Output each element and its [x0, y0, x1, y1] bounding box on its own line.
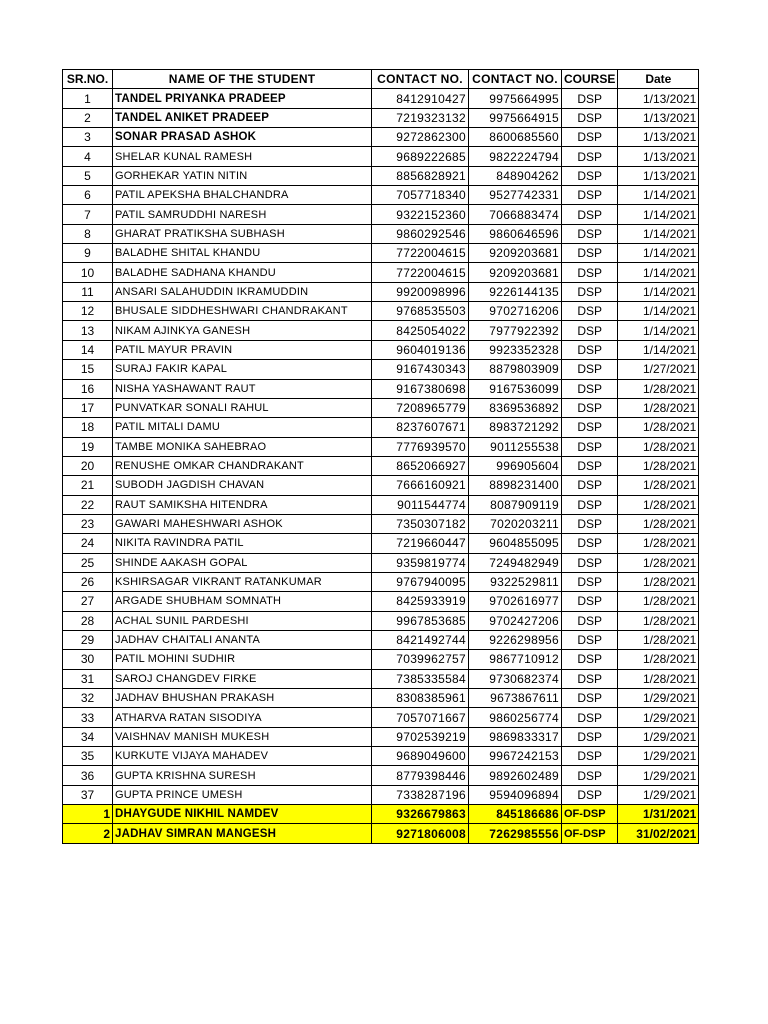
- table-row: [63, 166, 699, 185]
- course-cell: DSP: [562, 630, 618, 649]
- date-cell: 1/28/2021: [618, 669, 699, 688]
- contact-2-cell: 9860646596: [469, 224, 562, 243]
- contact-2-cell: 9730682374: [469, 669, 562, 688]
- contact-1-cell: 8412910427: [372, 89, 469, 108]
- contact-2-cell: 9860256774: [469, 708, 562, 727]
- table-row: [63, 379, 699, 398]
- sr-cell: 37: [63, 785, 113, 804]
- date-cell: 1/14/2021: [618, 321, 699, 340]
- contact-2-cell: 996905604: [469, 456, 562, 475]
- student-name-cell: SURAJ FAKIR KAPAL: [113, 360, 372, 379]
- student-name-cell: RAUT SAMIKSHA HITENDRA: [113, 495, 372, 514]
- table-row: [63, 592, 699, 611]
- course-cell: DSP: [562, 244, 618, 263]
- sr-cell: 14: [63, 340, 113, 359]
- course-cell: DSP: [562, 340, 618, 359]
- header-course: COURSE: [562, 70, 618, 89]
- table-row: [63, 224, 699, 243]
- course-cell: DSP: [562, 495, 618, 514]
- table-row: [63, 534, 699, 553]
- contact-2-cell: 8898231400: [469, 476, 562, 495]
- course-cell: DSP: [562, 321, 618, 340]
- sr-cell: 8: [63, 224, 113, 243]
- student-name-cell: JADHAV CHAITALI ANANTA: [113, 630, 372, 649]
- table-row: [63, 244, 699, 263]
- contact-2-cell: 9822224794: [469, 147, 562, 166]
- header-student-name: NAME OF THE STUDENT: [113, 70, 372, 89]
- contact-2-cell: 7249482949: [469, 553, 562, 572]
- table-row: [63, 321, 699, 340]
- student-name-cell: KSHIRSAGAR VIKRANT RATANKUMAR: [113, 572, 372, 591]
- sr-cell: 31: [63, 669, 113, 688]
- student-name-cell: GAWARI MAHESHWARI ASHOK: [113, 514, 372, 533]
- course-cell: DSP: [562, 476, 618, 495]
- sr-cell: 23: [63, 514, 113, 533]
- course-cell: DSP: [562, 553, 618, 572]
- contact-2-cell: 9702616977: [469, 592, 562, 611]
- course-cell: DSP: [562, 128, 618, 147]
- student-name-cell: ATHARVA RATAN SISODIYA: [113, 708, 372, 727]
- table-row: [63, 611, 699, 630]
- contact-1-cell: 8308385961: [372, 689, 469, 708]
- sr-cell: 22: [63, 495, 113, 514]
- student-name-cell: GUPTA KRISHNA SURESH: [113, 766, 372, 785]
- student-name-cell: PATIL MITALI DAMU: [113, 418, 372, 437]
- contact-1-cell: 7338287196: [372, 785, 469, 804]
- table-row: [63, 263, 699, 282]
- table-row: [63, 824, 699, 843]
- sr-cell: 9: [63, 244, 113, 263]
- sr-cell: 21: [63, 476, 113, 495]
- date-cell: 1/28/2021: [618, 418, 699, 437]
- date-cell: 1/27/2021: [618, 360, 699, 379]
- course-cell: DSP: [562, 747, 618, 766]
- student-name-cell: ARGADE SHUBHAM SOMNATH: [113, 592, 372, 611]
- sr-cell: 25: [63, 553, 113, 572]
- date-cell: 1/13/2021: [618, 128, 699, 147]
- student-name-cell: DHAYGUDE NIKHIL NAMDEV: [113, 805, 372, 824]
- contact-1-cell: 9359819774: [372, 553, 469, 572]
- student-name-cell: JADHAV BHUSHAN PRAKASH: [113, 689, 372, 708]
- contact-1-cell: 8425933919: [372, 592, 469, 611]
- contact-1-cell: 8425054022: [372, 321, 469, 340]
- date-cell: 1/13/2021: [618, 108, 699, 127]
- student-name-cell: GUPTA PRINCE UMESH: [113, 785, 372, 804]
- sr-cell: 35: [63, 747, 113, 766]
- table-row: [63, 630, 699, 649]
- date-cell: 1/29/2021: [618, 689, 699, 708]
- table-row: [63, 398, 699, 417]
- sr-cell: 17: [63, 398, 113, 417]
- sr-cell: 36: [63, 766, 113, 785]
- course-cell: DSP: [562, 437, 618, 456]
- contact-1-cell: 7057071667: [372, 708, 469, 727]
- student-name-cell: SONAR PRASAD ASHOK: [113, 128, 372, 147]
- course-cell: DSP: [562, 302, 618, 321]
- student-name-cell: BALADHE SHITAL KHANDU: [113, 244, 372, 263]
- table-body: [63, 89, 699, 843]
- student-name-cell: SHINDE AAKASH GOPAL: [113, 553, 372, 572]
- table-row: [63, 418, 699, 437]
- contact-2-cell: 9867710912: [469, 650, 562, 669]
- sr-cell: 6: [63, 186, 113, 205]
- student-name-cell: ANSARI SALAHUDDIN IKRAMUDDIN: [113, 282, 372, 301]
- table-row: [63, 708, 699, 727]
- table-row: [63, 514, 699, 533]
- student-name-cell: PATIL MOHINI SUDHIR: [113, 650, 372, 669]
- contact-2-cell: 9594096894: [469, 785, 562, 804]
- course-cell: DSP: [562, 205, 618, 224]
- sr-cell: 29: [63, 630, 113, 649]
- course-cell: DSP: [562, 689, 618, 708]
- student-name-cell: RENUSHE OMKAR CHANDRAKANT: [113, 456, 372, 475]
- student-name-cell: PATIL APEKSHA BHALCHANDRA: [113, 186, 372, 205]
- contact-2-cell: 9975664915: [469, 108, 562, 127]
- table-row: [63, 495, 699, 514]
- course-cell: DSP: [562, 282, 618, 301]
- course-cell: DSP: [562, 708, 618, 727]
- contact-1-cell: 9011544774: [372, 495, 469, 514]
- sr-cell: 7: [63, 205, 113, 224]
- student-name-cell: PATIL MAYUR PRAVIN: [113, 340, 372, 359]
- table-row: [63, 108, 699, 127]
- contact-1-cell: 9768535503: [372, 302, 469, 321]
- sr-cell: 34: [63, 727, 113, 746]
- table-row: [63, 727, 699, 746]
- date-cell: 1/28/2021: [618, 476, 699, 495]
- table-row: [63, 669, 699, 688]
- contact-2-cell: 9226144135: [469, 282, 562, 301]
- contact-1-cell: 7039962757: [372, 650, 469, 669]
- date-cell: 1/13/2021: [618, 89, 699, 108]
- contact-1-cell: 9604019136: [372, 340, 469, 359]
- student-name-cell: KURKUTE VIJAYA MAHADEV: [113, 747, 372, 766]
- table-row: [63, 572, 699, 591]
- contact-1-cell: 7219660447: [372, 534, 469, 553]
- course-cell: DSP: [562, 766, 618, 785]
- date-cell: 1/14/2021: [618, 340, 699, 359]
- contact-2-cell: 9527742331: [469, 186, 562, 205]
- contact-1-cell: 9767940095: [372, 572, 469, 591]
- contact-2-cell: 9011255538: [469, 437, 562, 456]
- sr-cell: 18: [63, 418, 113, 437]
- contact-1-cell: 8856828921: [372, 166, 469, 185]
- student-name-cell: SHELAR KUNAL RAMESH: [113, 147, 372, 166]
- sr-cell: 1: [63, 89, 113, 108]
- contact-1-cell: 7666160921: [372, 476, 469, 495]
- student-name-cell: PUNVATKAR SONALI RAHUL: [113, 398, 372, 417]
- header-contact-2: CONTACT NO.: [469, 70, 562, 89]
- date-cell: 1/28/2021: [618, 398, 699, 417]
- contact-1-cell: 8779398446: [372, 766, 469, 785]
- date-cell: 1/28/2021: [618, 611, 699, 630]
- contact-1-cell: 7350307182: [372, 514, 469, 533]
- student-table: [62, 69, 699, 844]
- student-name-cell: BALADHE SADHANA KHANDU: [113, 263, 372, 282]
- contact-1-cell: 7776939570: [372, 437, 469, 456]
- contact-2-cell: 9322529811: [469, 572, 562, 591]
- contact-1-cell: 9272862300: [372, 128, 469, 147]
- date-cell: 1/31/2021: [618, 805, 699, 824]
- course-cell: DSP: [562, 186, 618, 205]
- contact-2-cell: 9209203681: [469, 244, 562, 263]
- course-cell: DSP: [562, 360, 618, 379]
- contact-2-cell: 8879803909: [469, 360, 562, 379]
- student-name-cell: BHUSALE SIDDHESHWARI CHANDRAKANT: [113, 302, 372, 321]
- course-cell: DSP: [562, 398, 618, 417]
- contact-1-cell: 9860292546: [372, 224, 469, 243]
- contact-2-cell: 848904262: [469, 166, 562, 185]
- header-sr-no: SR.NO.: [63, 70, 113, 89]
- table-row: [63, 360, 699, 379]
- date-cell: 1/29/2021: [618, 708, 699, 727]
- sr-cell: 5: [63, 166, 113, 185]
- table-row: [63, 282, 699, 301]
- course-cell: DSP: [562, 456, 618, 475]
- contact-2-cell: 7977922392: [469, 321, 562, 340]
- course-cell: OF-DSP: [562, 805, 618, 824]
- contact-2-cell: 9209203681: [469, 263, 562, 282]
- contact-1-cell: 9326679863: [372, 805, 469, 824]
- sr-cell: 2: [63, 824, 113, 843]
- contact-2-cell: 7066883474: [469, 205, 562, 224]
- date-cell: 1/28/2021: [618, 379, 699, 398]
- contact-2-cell: 9975664995: [469, 89, 562, 108]
- student-name-cell: PATIL SAMRUDDHI NARESH: [113, 205, 372, 224]
- table-row: [63, 437, 699, 456]
- course-cell: DSP: [562, 166, 618, 185]
- date-cell: 1/29/2021: [618, 747, 699, 766]
- contact-1-cell: 9322152360: [372, 205, 469, 224]
- contact-1-cell: 7057718340: [372, 186, 469, 205]
- contact-1-cell: 7219323132: [372, 108, 469, 127]
- contact-2-cell: 8600685560: [469, 128, 562, 147]
- course-cell: DSP: [562, 89, 618, 108]
- contact-1-cell: 9689049600: [372, 747, 469, 766]
- sr-cell: 12: [63, 302, 113, 321]
- table-row: [63, 553, 699, 572]
- date-cell: 1/28/2021: [618, 650, 699, 669]
- contact-1-cell: 8237607671: [372, 418, 469, 437]
- contact-2-cell: 845186686: [469, 805, 562, 824]
- contact-1-cell: 7385335584: [372, 669, 469, 688]
- contact-2-cell: 9604855095: [469, 534, 562, 553]
- table-row: [63, 747, 699, 766]
- date-cell: 1/29/2021: [618, 766, 699, 785]
- table-row: [63, 766, 699, 785]
- date-cell: 1/14/2021: [618, 282, 699, 301]
- date-cell: 31/02/2021: [618, 824, 699, 843]
- table-row: [63, 476, 699, 495]
- contact-2-cell: 9923352328: [469, 340, 562, 359]
- course-cell: DSP: [562, 108, 618, 127]
- student-name-cell: NIKITA RAVINDRA PATIL: [113, 534, 372, 553]
- contact-1-cell: 9689222685: [372, 147, 469, 166]
- date-cell: 1/14/2021: [618, 244, 699, 263]
- table-row: [63, 456, 699, 475]
- contact-1-cell: 9702539219: [372, 727, 469, 746]
- contact-2-cell: 9167536099: [469, 379, 562, 398]
- table-row: [63, 650, 699, 669]
- student-name-cell: VAISHNAV MANISH MUKESH: [113, 727, 372, 746]
- contact-1-cell: 7722004615: [372, 263, 469, 282]
- header-row: [63, 70, 699, 89]
- contact-1-cell: 9271806008: [372, 824, 469, 843]
- header-date: Date: [618, 70, 699, 89]
- student-name-cell: SAROJ CHANGDEV FIRKE: [113, 669, 372, 688]
- contact-2-cell: 9702716206: [469, 302, 562, 321]
- contact-2-cell: 9892602489: [469, 766, 562, 785]
- date-cell: 1/14/2021: [618, 224, 699, 243]
- sr-cell: 26: [63, 572, 113, 591]
- date-cell: 1/13/2021: [618, 166, 699, 185]
- date-cell: 1/28/2021: [618, 553, 699, 572]
- course-cell: DSP: [562, 418, 618, 437]
- date-cell: 1/14/2021: [618, 263, 699, 282]
- sr-cell: 10: [63, 263, 113, 282]
- sr-cell: 13: [63, 321, 113, 340]
- date-cell: 1/28/2021: [618, 514, 699, 533]
- sr-cell: 15: [63, 360, 113, 379]
- contact-1-cell: 9167430343: [372, 360, 469, 379]
- contact-2-cell: 7020203211: [469, 514, 562, 533]
- date-cell: 1/13/2021: [618, 147, 699, 166]
- course-cell: DSP: [562, 727, 618, 746]
- sr-cell: 28: [63, 611, 113, 630]
- course-cell: DSP: [562, 611, 618, 630]
- contact-2-cell: 8369536892: [469, 398, 562, 417]
- sr-cell: 24: [63, 534, 113, 553]
- header-contact-1: CONTACT NO.: [372, 70, 469, 89]
- sr-cell: 32: [63, 689, 113, 708]
- course-cell: DSP: [562, 669, 618, 688]
- course-cell: DSP: [562, 534, 618, 553]
- contact-1-cell: 9920098996: [372, 282, 469, 301]
- course-cell: DSP: [562, 572, 618, 591]
- date-cell: 1/28/2021: [618, 495, 699, 514]
- course-cell: DSP: [562, 592, 618, 611]
- table-row: [63, 689, 699, 708]
- contact-1-cell: 9967853685: [372, 611, 469, 630]
- sr-cell: 30: [63, 650, 113, 669]
- sr-cell: 1: [63, 805, 113, 824]
- student-name-cell: JADHAV SIMRAN MANGESH: [113, 824, 372, 843]
- sr-cell: 2: [63, 108, 113, 127]
- table-row: [63, 785, 699, 804]
- sr-cell: 19: [63, 437, 113, 456]
- contact-1-cell: 8652066927: [372, 456, 469, 475]
- contact-2-cell: 8087909119: [469, 495, 562, 514]
- table-row: [63, 147, 699, 166]
- course-cell: DSP: [562, 263, 618, 282]
- student-name-cell: SUBODH JAGDISH CHAVAN: [113, 476, 372, 495]
- course-cell: DSP: [562, 147, 618, 166]
- student-name-cell: ACHAL SUNIL PARDESHI: [113, 611, 372, 630]
- date-cell: 1/28/2021: [618, 572, 699, 591]
- date-cell: 1/28/2021: [618, 534, 699, 553]
- sr-cell: 16: [63, 379, 113, 398]
- date-cell: 1/28/2021: [618, 592, 699, 611]
- student-name-cell: TAMBE MONIKA SAHEBRAO: [113, 437, 372, 456]
- course-cell: OF-DSP: [562, 824, 618, 843]
- contact-1-cell: 9167380698: [372, 379, 469, 398]
- course-cell: DSP: [562, 379, 618, 398]
- table-row: [63, 128, 699, 147]
- contact-1-cell: 8421492744: [372, 630, 469, 649]
- student-name-cell: TANDEL PRIYANKA PRADEEP: [113, 89, 372, 108]
- date-cell: 1/28/2021: [618, 456, 699, 475]
- contact-1-cell: 7722004615: [372, 244, 469, 263]
- table-row: [63, 302, 699, 321]
- student-name-cell: GHARAT PRATIKSHA SUBHASH: [113, 224, 372, 243]
- course-cell: DSP: [562, 514, 618, 533]
- table-row: [63, 186, 699, 205]
- date-cell: 1/28/2021: [618, 630, 699, 649]
- sr-cell: 27: [63, 592, 113, 611]
- date-cell: 1/14/2021: [618, 302, 699, 321]
- student-name-cell: TANDEL ANIKET PRADEEP: [113, 108, 372, 127]
- contact-2-cell: 9967242153: [469, 747, 562, 766]
- student-name-cell: GORHEKAR YATIN NITIN: [113, 166, 372, 185]
- student-name-cell: NIKAM AJINKYA GANESH: [113, 321, 372, 340]
- date-cell: 1/29/2021: [618, 727, 699, 746]
- date-cell: 1/28/2021: [618, 437, 699, 456]
- contact-2-cell: 9702427206: [469, 611, 562, 630]
- date-cell: 1/14/2021: [618, 186, 699, 205]
- course-cell: DSP: [562, 650, 618, 669]
- sr-cell: 33: [63, 708, 113, 727]
- contact-2-cell: 8983721292: [469, 418, 562, 437]
- contact-2-cell: 9226298956: [469, 630, 562, 649]
- student-name-cell: NISHA YASHAWANT RAUT: [113, 379, 372, 398]
- date-cell: 1/29/2021: [618, 785, 699, 804]
- contact-2-cell: 9869833317: [469, 727, 562, 746]
- date-cell: 1/14/2021: [618, 205, 699, 224]
- table-row: [63, 805, 699, 824]
- sr-cell: 4: [63, 147, 113, 166]
- course-cell: DSP: [562, 785, 618, 804]
- sr-cell: 20: [63, 456, 113, 475]
- contact-2-cell: 7262985556: [469, 824, 562, 843]
- contact-2-cell: 9673867611: [469, 689, 562, 708]
- sr-cell: 3: [63, 128, 113, 147]
- table-row: [63, 205, 699, 224]
- sr-cell: 11: [63, 282, 113, 301]
- table-row: [63, 89, 699, 108]
- table-row: [63, 340, 699, 359]
- course-cell: DSP: [562, 224, 618, 243]
- contact-1-cell: 7208965779: [372, 398, 469, 417]
